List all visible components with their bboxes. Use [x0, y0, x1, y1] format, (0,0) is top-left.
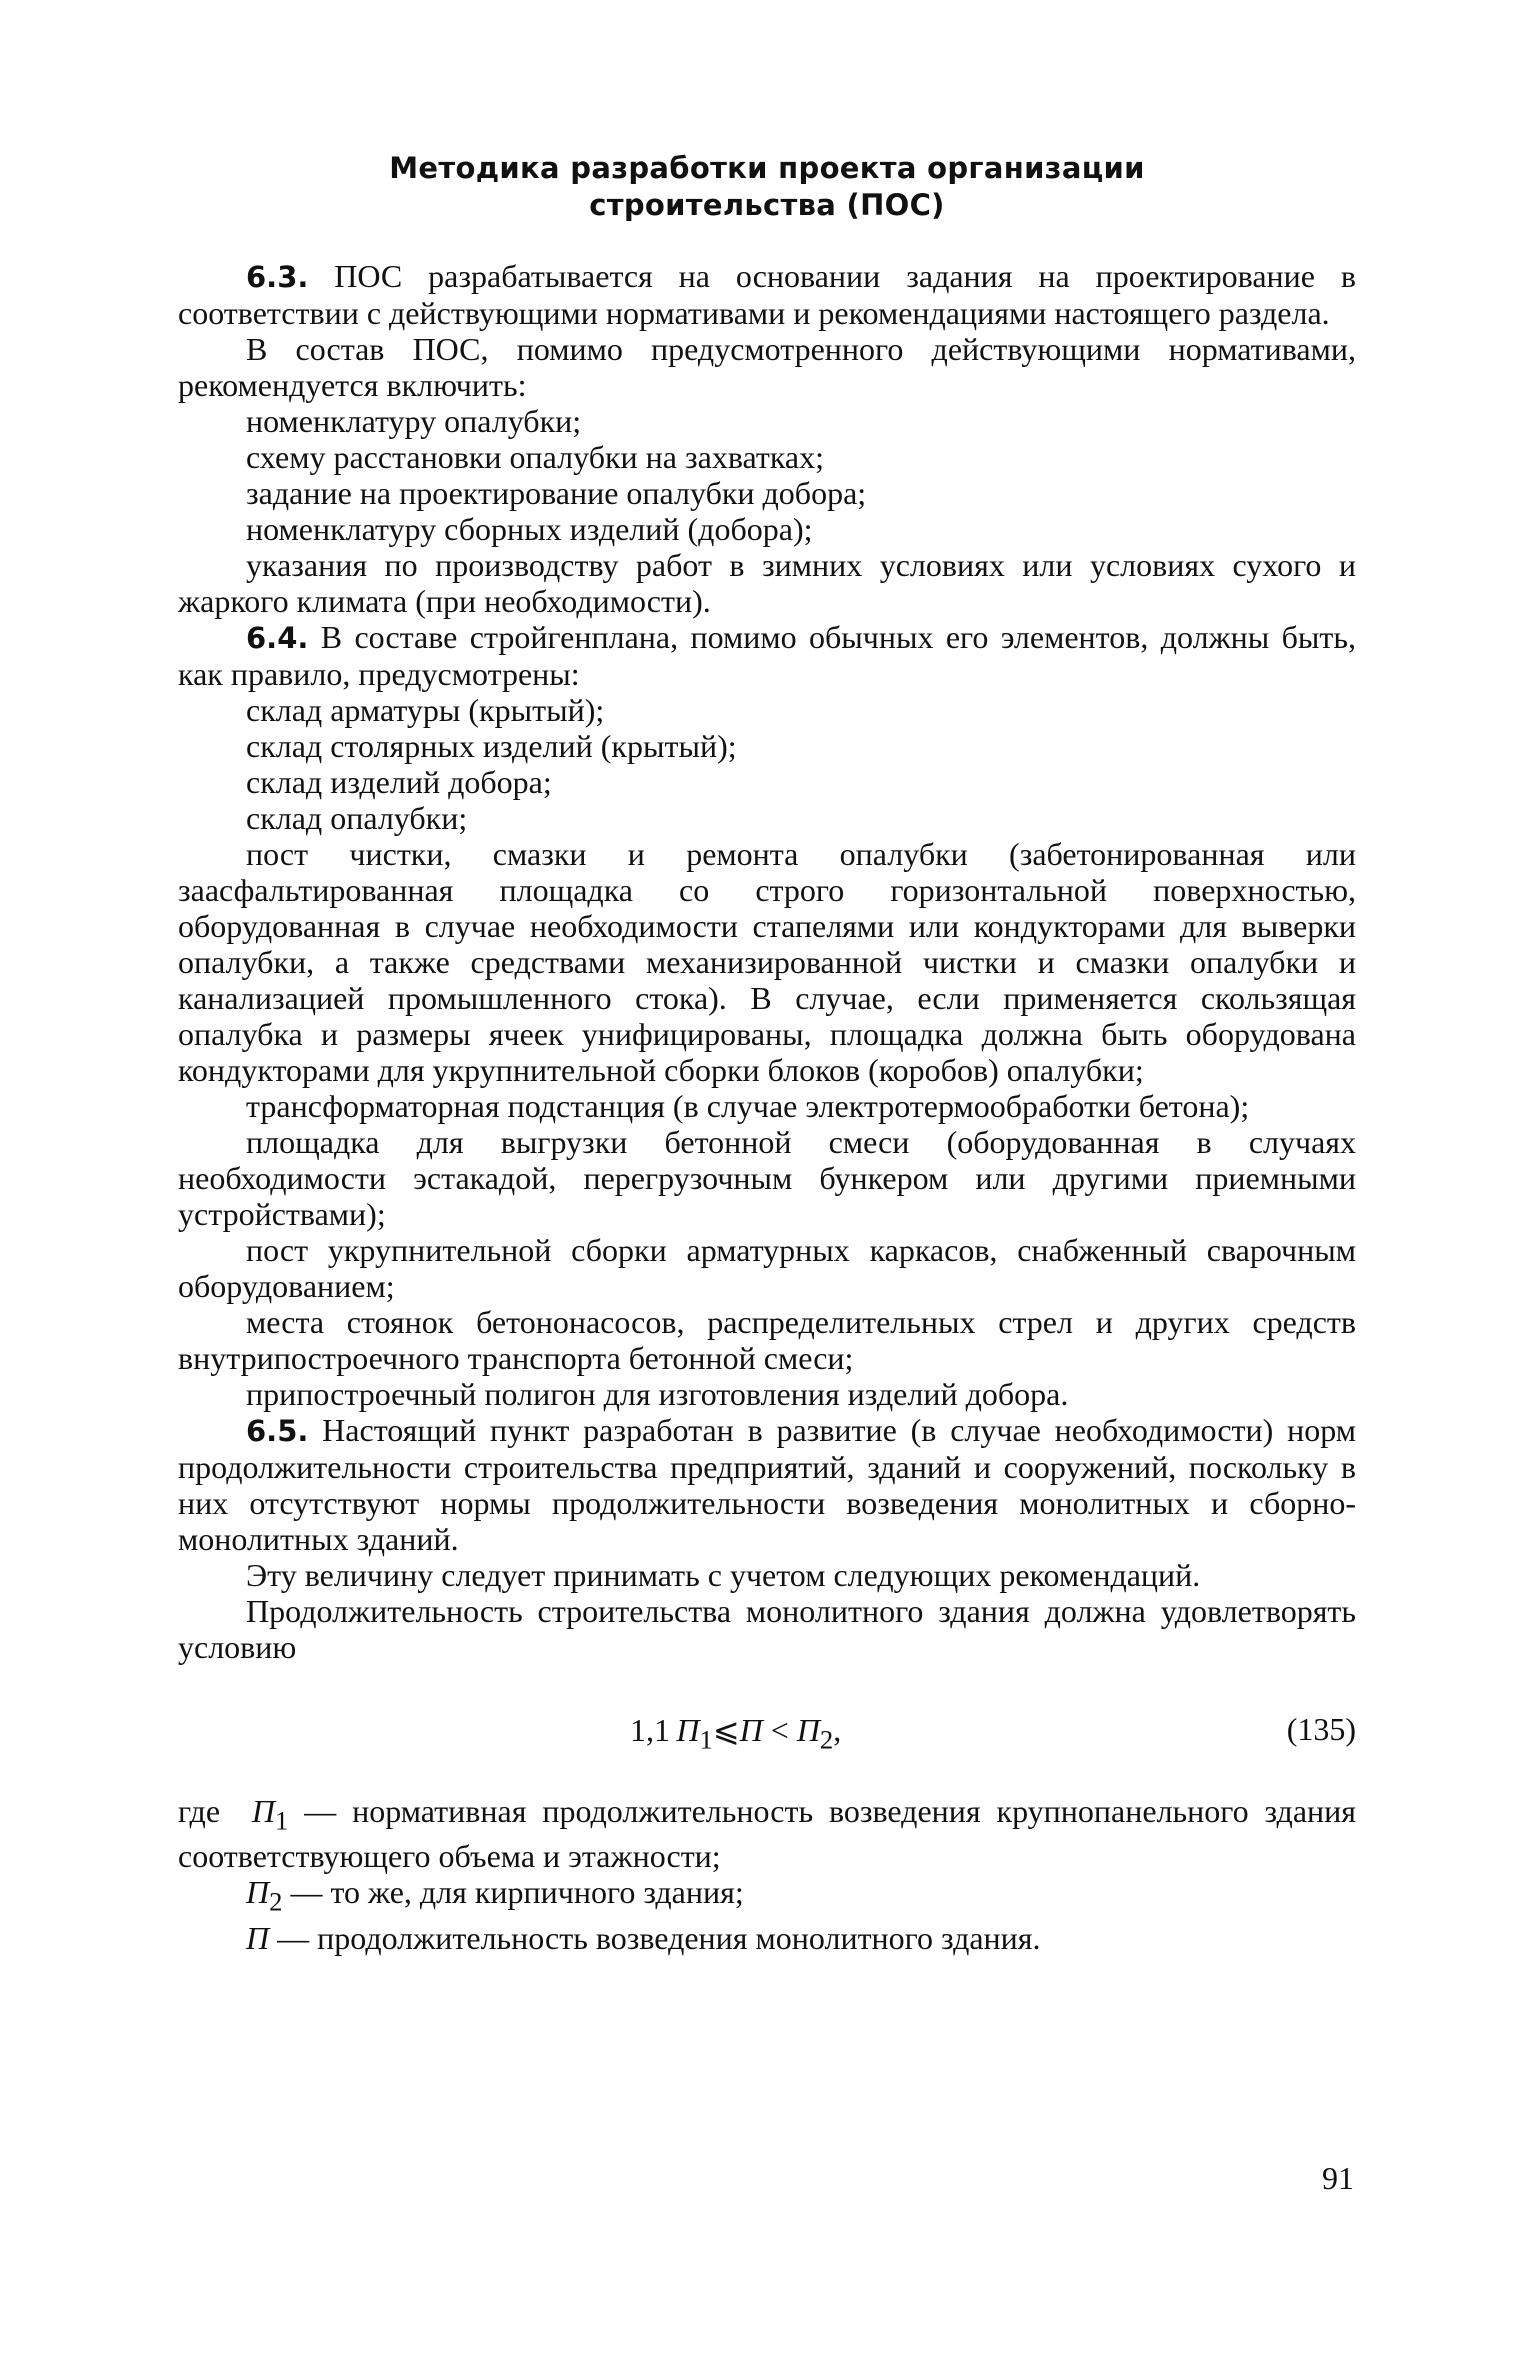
- list-item: трансформаторная подстанция (в случае электротермообработки бетона);: [246, 1088, 1250, 1124]
- paragraph-text: ПОС разрабатывается на основании задания на проектирование в соответствии с действующими нормативами и рекомендациями настоящего раздела.: [178, 258, 1356, 331]
- list-item: схему расстановки опалубки на захватках;: [246, 439, 825, 475]
- list-item: номенклатуру опалубки;: [246, 403, 582, 439]
- equation-number: (135): [1286, 1711, 1356, 1747]
- list-item: места стоянок бетононасосов, распределительных стрел и других средств внутрипостроечного транспорта бетонной смеси;: [178, 1304, 1356, 1376]
- clause-number: 6.4.: [246, 621, 309, 655]
- list-item: склад арматуры (крытый);: [246, 692, 605, 728]
- definition-2: $П_2$ — то же, для кирпичного здания;: [246, 1874, 744, 1917]
- section-title-line-1: Методика разработки проекта организации: [389, 151, 1145, 185]
- paragraph-6-5: [178, 1412, 1356, 1557]
- paragraph-6-4: [178, 619, 1356, 692]
- list-item: номенклатуру сборных изделий (добора);: [246, 511, 813, 547]
- paragraph-recommendations: Эту величину следует принимать с учетом следующих рекомендаций.: [246, 1557, 1201, 1593]
- paragraph-text: В составе стройгенплана, помимо обычных его элементов, должны быть, как правило, предусмотрены:: [178, 619, 1356, 692]
- formula-expression: 1,1 $П_1⩽П < П_2$,: [630, 1712, 842, 1755]
- clause-number: 6.5.: [246, 1414, 309, 1448]
- definition-1: где $П_1$ — нормативная продолжительность возведения крупнопанельного здания соответствующего объема и этажности;: [178, 1793, 1357, 1875]
- paragraph-pos-composition: В состав ПОС, помимо предусмотренного действующими нормативами, рекомендуется включить:: [178, 331, 1356, 403]
- list-item: склад опалубки;: [246, 800, 468, 836]
- section-title-line-2: строительства (ПОС): [589, 188, 945, 222]
- paragraph-text: Настоящий пункт разработан в развитие (в случае необходимости) норм продолжительности строительства предприятий, зданий и сооружений, поскольку в них отсутствуют нормы продолжительности возведения монолитных и сборно-монолитных зданий.: [178, 1412, 1356, 1557]
- list-item: указания по производству работ в зимних условиях или условиях сухого и жаркого климата (при необходимости).: [178, 547, 1356, 619]
- list-item: припостроечный полигон для изготовления изделий добора.: [246, 1376, 1069, 1412]
- page-number: 91: [1322, 2160, 1354, 2196]
- list-item: склад изделий добора;: [246, 764, 552, 800]
- clause-number: 6.3.: [246, 260, 309, 294]
- definitions: [178, 1793, 1356, 1956]
- list-item: пост чистки, смазки и ремонта опалубки (забетонированная или заасфальтированная площадка со строго горизонтальной поверхностью, оборудованная в случае необходимости стапелями или кондукторами для выверки опалубки, а также средствами механизированной чистки и смазки опалубки и канализацией промышленного стока). В случае, если применяется скользящая опалубка и размеры ячеек унифицированы, площадка должна быть оборудована кондукторами для укрупнительной сборки блоков (коробов) опалубки;: [178, 836, 1356, 1088]
- list-item: склад столярных изделий (крытый);: [246, 728, 737, 764]
- definition-3: П — продолжительность возведения монолитного здания.: [246, 1919, 1041, 1956]
- list-item: задание на проектирование опалубки добора;: [246, 475, 867, 511]
- document-body: [178, 258, 1356, 1665]
- section-title: [178, 150, 1356, 224]
- paragraph-6-3: [178, 258, 1356, 331]
- paragraph-condition: Продолжительность строительства монолитного здания должна удовлетворять условию: [178, 1593, 1356, 1665]
- list-item: пост укрупнительной сборки арматурных каркасов, снабженный сварочным оборудованием;: [178, 1232, 1356, 1304]
- formula-135: [178, 1711, 1356, 1755]
- list-item: площадка для выгрузки бетонной смеси (оборудованная в случаях необходимости эстакадой, перегрузочным бункером или другими приемными устройствами);: [178, 1124, 1356, 1232]
